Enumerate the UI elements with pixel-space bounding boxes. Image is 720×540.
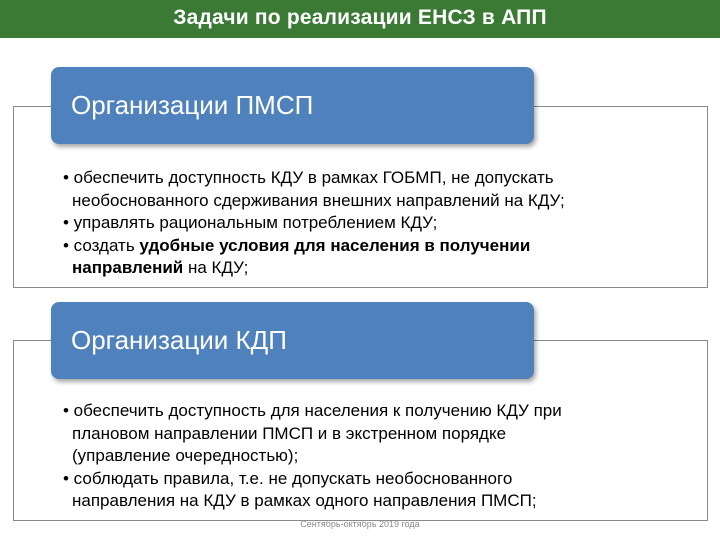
section-header-pmsp [51,67,534,144]
slide-title: Задачи по реализации ЕНСЗ в АПП [173,6,547,29]
bold-text: направлений [72,258,184,277]
slide-footer: Сентябрь-октябрь 2019 года [300,519,420,529]
section-header-label: Организации ПМСП [71,90,314,120]
list-item: • управлять рациональным потреблением КДУ; [63,213,438,232]
list-item [63,235,703,258]
list-item [63,257,703,280]
list-item: направления на КДУ в рамках одного направления ПМСП; [72,491,537,510]
list-item: • обеспечить доступность КДУ в рамках ГОБМП, не допускать [63,168,554,187]
section-body-kdp [63,400,703,513]
section-body-pmsp [63,167,703,280]
bold-text: удобные условия для населения в получении [139,235,531,255]
list-item: • соблюдать правила, т.е. не допускать необоснованного [63,468,513,488]
list-item: плановом направлении ПМСП и в экстренном порядке [72,423,507,443]
list-item: необоснованного сдерживания внешних направлений на КДУ; [72,190,565,210]
text-run: на КДУ; [183,258,249,277]
text-run: • создать [63,235,140,255]
section-header-label: Организации КДП [71,325,287,355]
list-item: • обеспечить доступность для населения к получению КДУ при [63,401,562,420]
list-item: (управление очередностью); [72,446,299,465]
title-bar [0,0,720,38]
section-header-kdp [51,302,534,379]
